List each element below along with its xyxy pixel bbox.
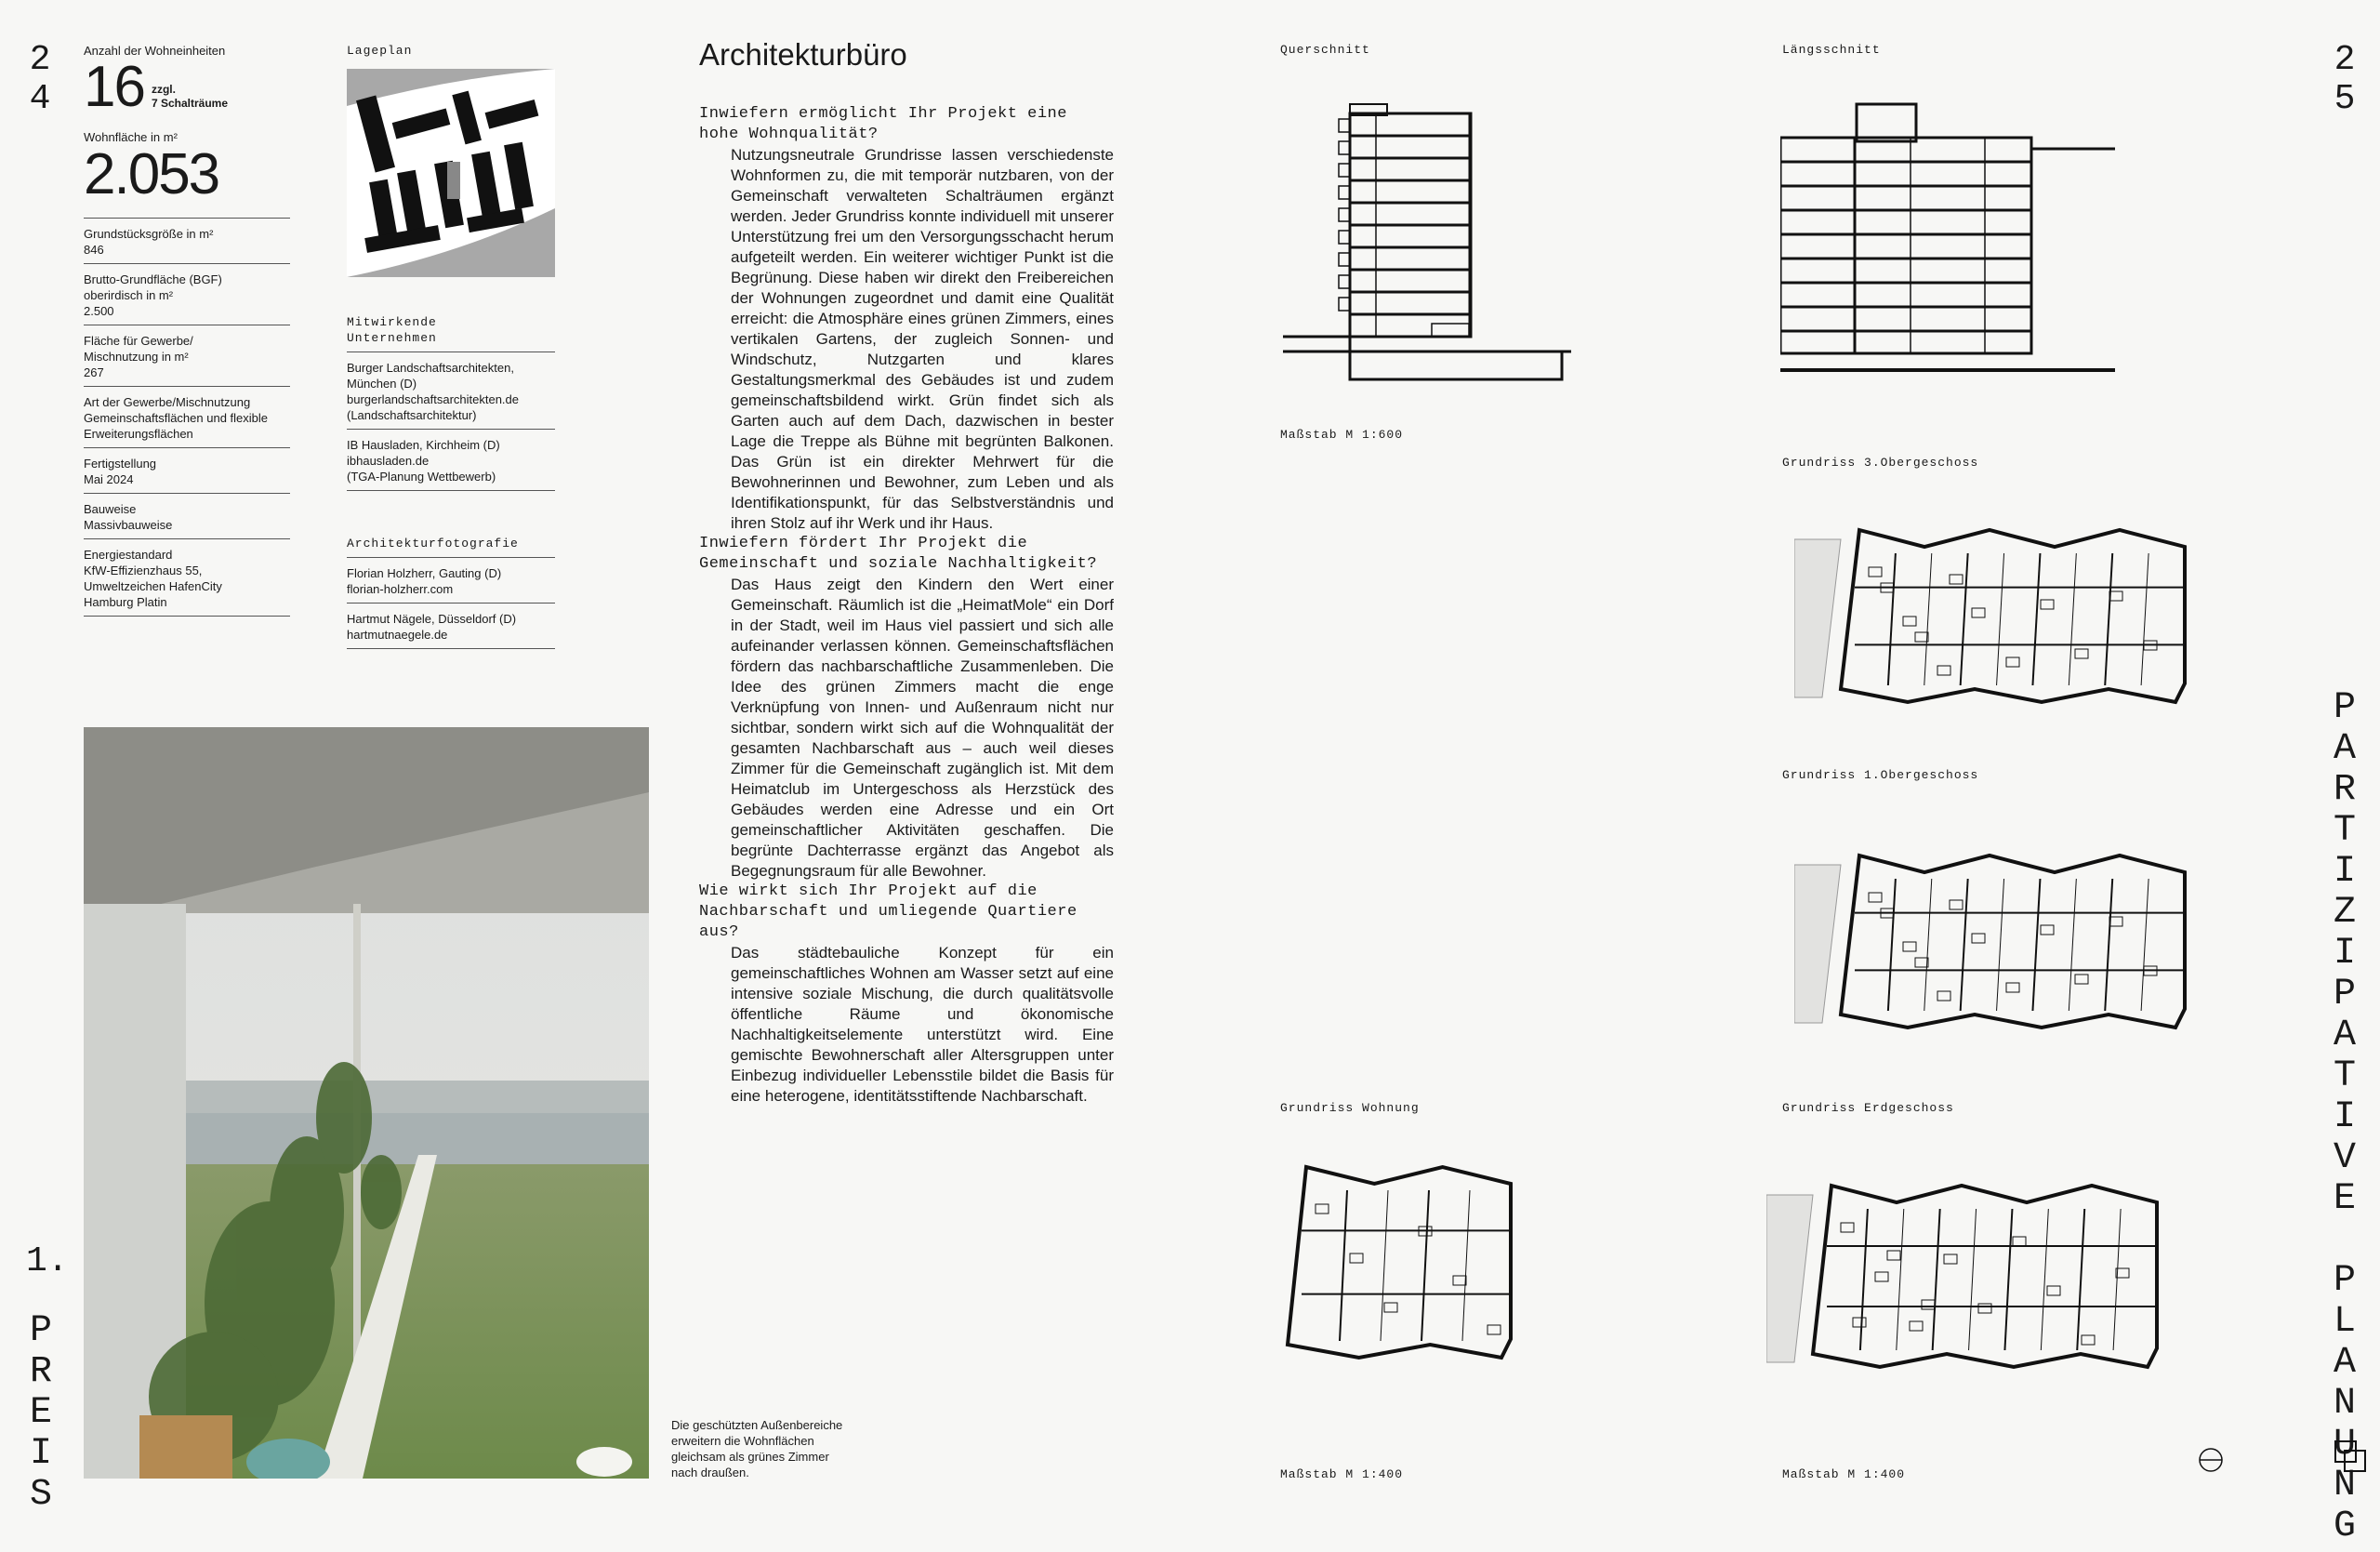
contributors-heading-2: Unternehmen xyxy=(347,331,437,345)
contributors-heading-1: Mitwirkende xyxy=(347,315,437,329)
label-scale-400-a: Maßstab M 1:400 xyxy=(1280,1467,1404,1481)
credit-line: hartmutnaegele.de xyxy=(347,628,448,642)
site-plan-label: Lageplan xyxy=(347,44,413,58)
vertical-letter: P xyxy=(29,1310,52,1352)
stats-row xyxy=(84,387,290,448)
label-og1: Grundriss 1.Obergeschoss xyxy=(1782,768,1979,782)
north-arrow-icon xyxy=(2197,1446,2225,1474)
credit-entry xyxy=(347,558,555,604)
stats-row-line: 2.500 xyxy=(84,304,114,318)
stats-row-line: Fläche für Gewerbe/ xyxy=(84,334,193,348)
stats-row-line: 846 xyxy=(84,243,104,257)
vertical-letter: I xyxy=(2333,933,2356,975)
vertical-letter: I xyxy=(2333,1096,2356,1138)
stats-row-line: Gemeinschaftsflächen und flexible xyxy=(84,411,269,425)
stats-row-line: KfW-Effizienzhaus 55, xyxy=(84,564,203,577)
credit-entry xyxy=(347,604,555,649)
credit-line: ibhausladen.de xyxy=(347,454,430,468)
stats-row xyxy=(84,494,290,539)
label-wohnung: Grundriss Wohnung xyxy=(1280,1101,1420,1115)
award-label-vertical xyxy=(22,1311,60,1516)
interview-question: Wie wirkt sich Ihr Projekt auf die Nachbarschaft und umliegende Quartiere aus? xyxy=(699,882,1078,941)
stats-row-line: Brutto-Grundfläche (BGF) xyxy=(84,272,222,286)
vertical-letter: N xyxy=(2333,1383,2356,1425)
page-number-right: 2 5 xyxy=(2334,40,2356,119)
stats-row-line: Umweltzeichen HafenCity xyxy=(84,579,222,593)
units-value: 16 xyxy=(84,55,144,119)
label-eg: Grundriss Erdgeschoss xyxy=(1782,1101,1954,1115)
credit-line: Hartmut Nägele, Düsseldorf (D) xyxy=(347,612,517,626)
stats-row-line: Hamburg Platin xyxy=(84,595,167,609)
cross-section-drawing xyxy=(1283,100,1571,389)
stats-row-line: Massivbauweise xyxy=(84,518,173,532)
units-extra-2: 7 Schalträume xyxy=(151,97,229,110)
vertical-letter: A xyxy=(2333,1342,2356,1384)
label-scale-600: Maßstab M 1:600 xyxy=(1280,428,1404,442)
vertical-letter: R xyxy=(2333,769,2356,811)
label-laengsschnitt: Längsschnitt xyxy=(1782,43,1881,57)
photography-heading: Architekturfotografie xyxy=(347,536,555,558)
vertical-letter: I xyxy=(29,1433,52,1475)
vertical-letter: A xyxy=(2333,1015,2356,1056)
publication-logo-icon xyxy=(2334,1439,2367,1473)
vertical-letter: R xyxy=(29,1351,52,1393)
caption-line: nach draußen. xyxy=(671,1466,749,1479)
vertical-letter: G xyxy=(2333,1506,2356,1547)
units-label: Anzahl der Wohneinheiten xyxy=(84,44,226,58)
credit-entry xyxy=(347,352,555,430)
vertical-letter: P xyxy=(2333,687,2356,729)
stats-row-line: Fertigstellung xyxy=(84,457,157,471)
stats-row xyxy=(84,219,290,264)
stats-row xyxy=(84,539,290,617)
caption-line: erweitern die Wohnflächen xyxy=(671,1434,814,1448)
site-plan-image xyxy=(347,69,555,277)
interview-answer: Das Haus zeigt den Kindern den Wert einer Gemeinschaft. Räumlich ist die „HeimatMole“ ein Dorf in der Stadt, weil im Haus viel passiert und sich alle aufeinander verlassen können. Gemeinschaftsflächen fördern das nachbarschaftliche Zusammenleben. Die Idee des grünen Zimmers macht die enge Verknüpfung von Innen- und Außenraum nicht nur sichtbar, sondern wirkt sich auf die Wohnqualität der gesamten Nachbarschaft aus – auch weil dieses Zimmer für die Gemeinschaft zugänglich ist. Mit dem Heimatclub im Untergeschoss als Herzstück des Gebäudes werden eine Adresse und ein Ort gemeinschaftlicher Aktivitäten geschaffen. Die begrünte Dachterrasse ergänzt das Angebot als Begegnungsraum für alle Bewohner. xyxy=(731,576,1114,880)
photo-caption xyxy=(671,1417,842,1480)
vertical-letter: P xyxy=(2333,974,2356,1015)
vertical-letter: L xyxy=(2333,1301,2356,1343)
section-label-vertical xyxy=(2326,688,2363,1547)
units-extra-1: zzgl. xyxy=(151,83,176,96)
stats-row-line: Grundstücksgröße in m² xyxy=(84,227,214,241)
caption-line: gleichsam als grünes Zimmer xyxy=(671,1450,829,1464)
stats-row-line: Erweiterungsflächen xyxy=(84,427,193,441)
interview-question: Inwiefern fördert Ihr Projekt die Gemeinschaft und soziale Nachhaltigkeit? xyxy=(699,535,1098,573)
photography-section xyxy=(347,536,555,649)
page-number-left: 2 4 xyxy=(29,40,51,119)
vertical-letter: E xyxy=(2333,1178,2356,1220)
stats-rows xyxy=(84,219,290,617)
vertical-letter xyxy=(2326,1220,2363,1261)
contributors-section xyxy=(347,314,555,491)
stats-row-line: Mischnutzung in m² xyxy=(84,350,189,364)
credit-line: florian-holzherr.com xyxy=(347,582,454,596)
credit-line: Burger Landschaftsarchitekten, xyxy=(347,361,514,375)
vertical-letter: N xyxy=(2333,1465,2356,1506)
article-title: Architekturbüro xyxy=(699,37,907,72)
area-label: Wohnfläche in m² xyxy=(84,130,178,144)
stats-row-line: 267 xyxy=(84,365,104,379)
interview-answer: Nutzungsneutrale Grundrisse lassen verschiedenste Wohnformen zu, die mit temporär nutzbaren, von der Gemeinschaft verwalteten Schalträumen ergänzt werden. Jeder Grundriss konnte individuell mit unserer Unterstützung frei um den Versorgungsschacht herum aufgeteilt werden. Ein weiterer wichtiger Punkt ist die Begrünung. Diese haben wir direkt den Freibereichen der Wohnungen zugeordnet und damit eine Qualität erreicht: die Atmosphäre eines grünen Zimmers, eines vertikalen Gartens, der zugleich Sonnen- und Windschutz, Nutzgarten und klares Gestaltungsmerkmal des Gebäudes ist und zudem gemeinschaftsbildend wirkt. Grün findet sich als Garten auch auf dem Dach, dazwischen in bester Lage die Treppe als Bühne mit begrünten Balkonen. Das Grün ist ein direkter Mehrwert für die Bewohnerinnen und Bewohner, zum Leben und als Identifikationspunkt, für das Selbstverständnis und ihren Stolz auf ihr Werk und ihr Haus. xyxy=(731,146,1114,532)
vertical-letter: E xyxy=(29,1392,52,1434)
credit-line: burgerlandschaftsarchitekten.de xyxy=(347,392,520,406)
floorplan-og3 xyxy=(1794,511,2203,716)
floorplan-ground xyxy=(1766,1167,2175,1381)
credit-line: IB Hausladen, Kirchheim (D) xyxy=(347,438,500,452)
stats-row-line: Mai 2024 xyxy=(84,472,134,486)
project-stats xyxy=(84,43,290,617)
vertical-letter: S xyxy=(29,1474,52,1516)
stats-row-line: Energiestandard xyxy=(84,548,173,562)
vertical-letter: U xyxy=(2333,1424,2356,1466)
vertical-letter: A xyxy=(2333,728,2356,770)
credit-entry xyxy=(347,430,555,491)
area-value: 2.053 xyxy=(84,145,290,219)
interview-question: Inwiefern ermöglicht Ihr Projekt eine hohe Wohnqualität? xyxy=(699,105,1067,143)
stats-row-line: Bauweise xyxy=(84,502,137,516)
stats-row xyxy=(84,325,290,387)
vertical-letter: T xyxy=(2333,810,2356,852)
vertical-letter: V xyxy=(2333,1137,2356,1179)
interview-answer: Das städtebauliche Konzept für ein gemeinschaftliches Wohnen am Wasser setzt auf eine intensive soziale Mischung, die durch qualitätsvolle öffentliche Räume und ökonomische Nachhaltigkeitselemente unterstützt wird. Eine gemischte Bewohnerschaft aller Altersgruppen unter Einbezug individueller Lebensstile bildet die Basis für eine heterogene, identitätsstiftende Nachbarschaft. xyxy=(731,944,1114,1105)
vertical-letter: I xyxy=(2333,851,2356,893)
caption-line: Die geschützten Außenbereiche xyxy=(671,1418,843,1432)
stats-row-line: oberirdisch in m² xyxy=(84,288,174,302)
credit-line: (Landschaftsarchitektur) xyxy=(347,408,477,422)
vertical-letter: Z xyxy=(2333,892,2356,934)
floorplan-og1 xyxy=(1794,837,2203,1041)
stats-row xyxy=(84,264,290,325)
article-body xyxy=(699,104,1114,1107)
floorplan-apartment xyxy=(1278,1148,1529,1372)
label-og3: Grundriss 3.Obergeschoss xyxy=(1782,456,1979,470)
vertical-letter: T xyxy=(2333,1055,2356,1097)
credit-line: (TGA-Planung Wettbewerb) xyxy=(347,470,496,484)
stats-row-line: Art der Gewerbe/Mischnutzung xyxy=(84,395,251,409)
award-rank: 1. xyxy=(26,1241,69,1281)
credit-line: Florian Holzherr, Gauting (D) xyxy=(347,566,502,580)
balcony-photo xyxy=(84,727,649,1479)
longitudinal-section-drawing xyxy=(1780,100,2124,389)
label-querschnitt: Querschnitt xyxy=(1280,43,1370,57)
credit-line: München (D) xyxy=(347,377,417,391)
stats-row xyxy=(84,448,290,494)
vertical-letter: P xyxy=(2333,1260,2356,1302)
label-scale-400-b: Maßstab M 1:400 xyxy=(1782,1467,1906,1481)
